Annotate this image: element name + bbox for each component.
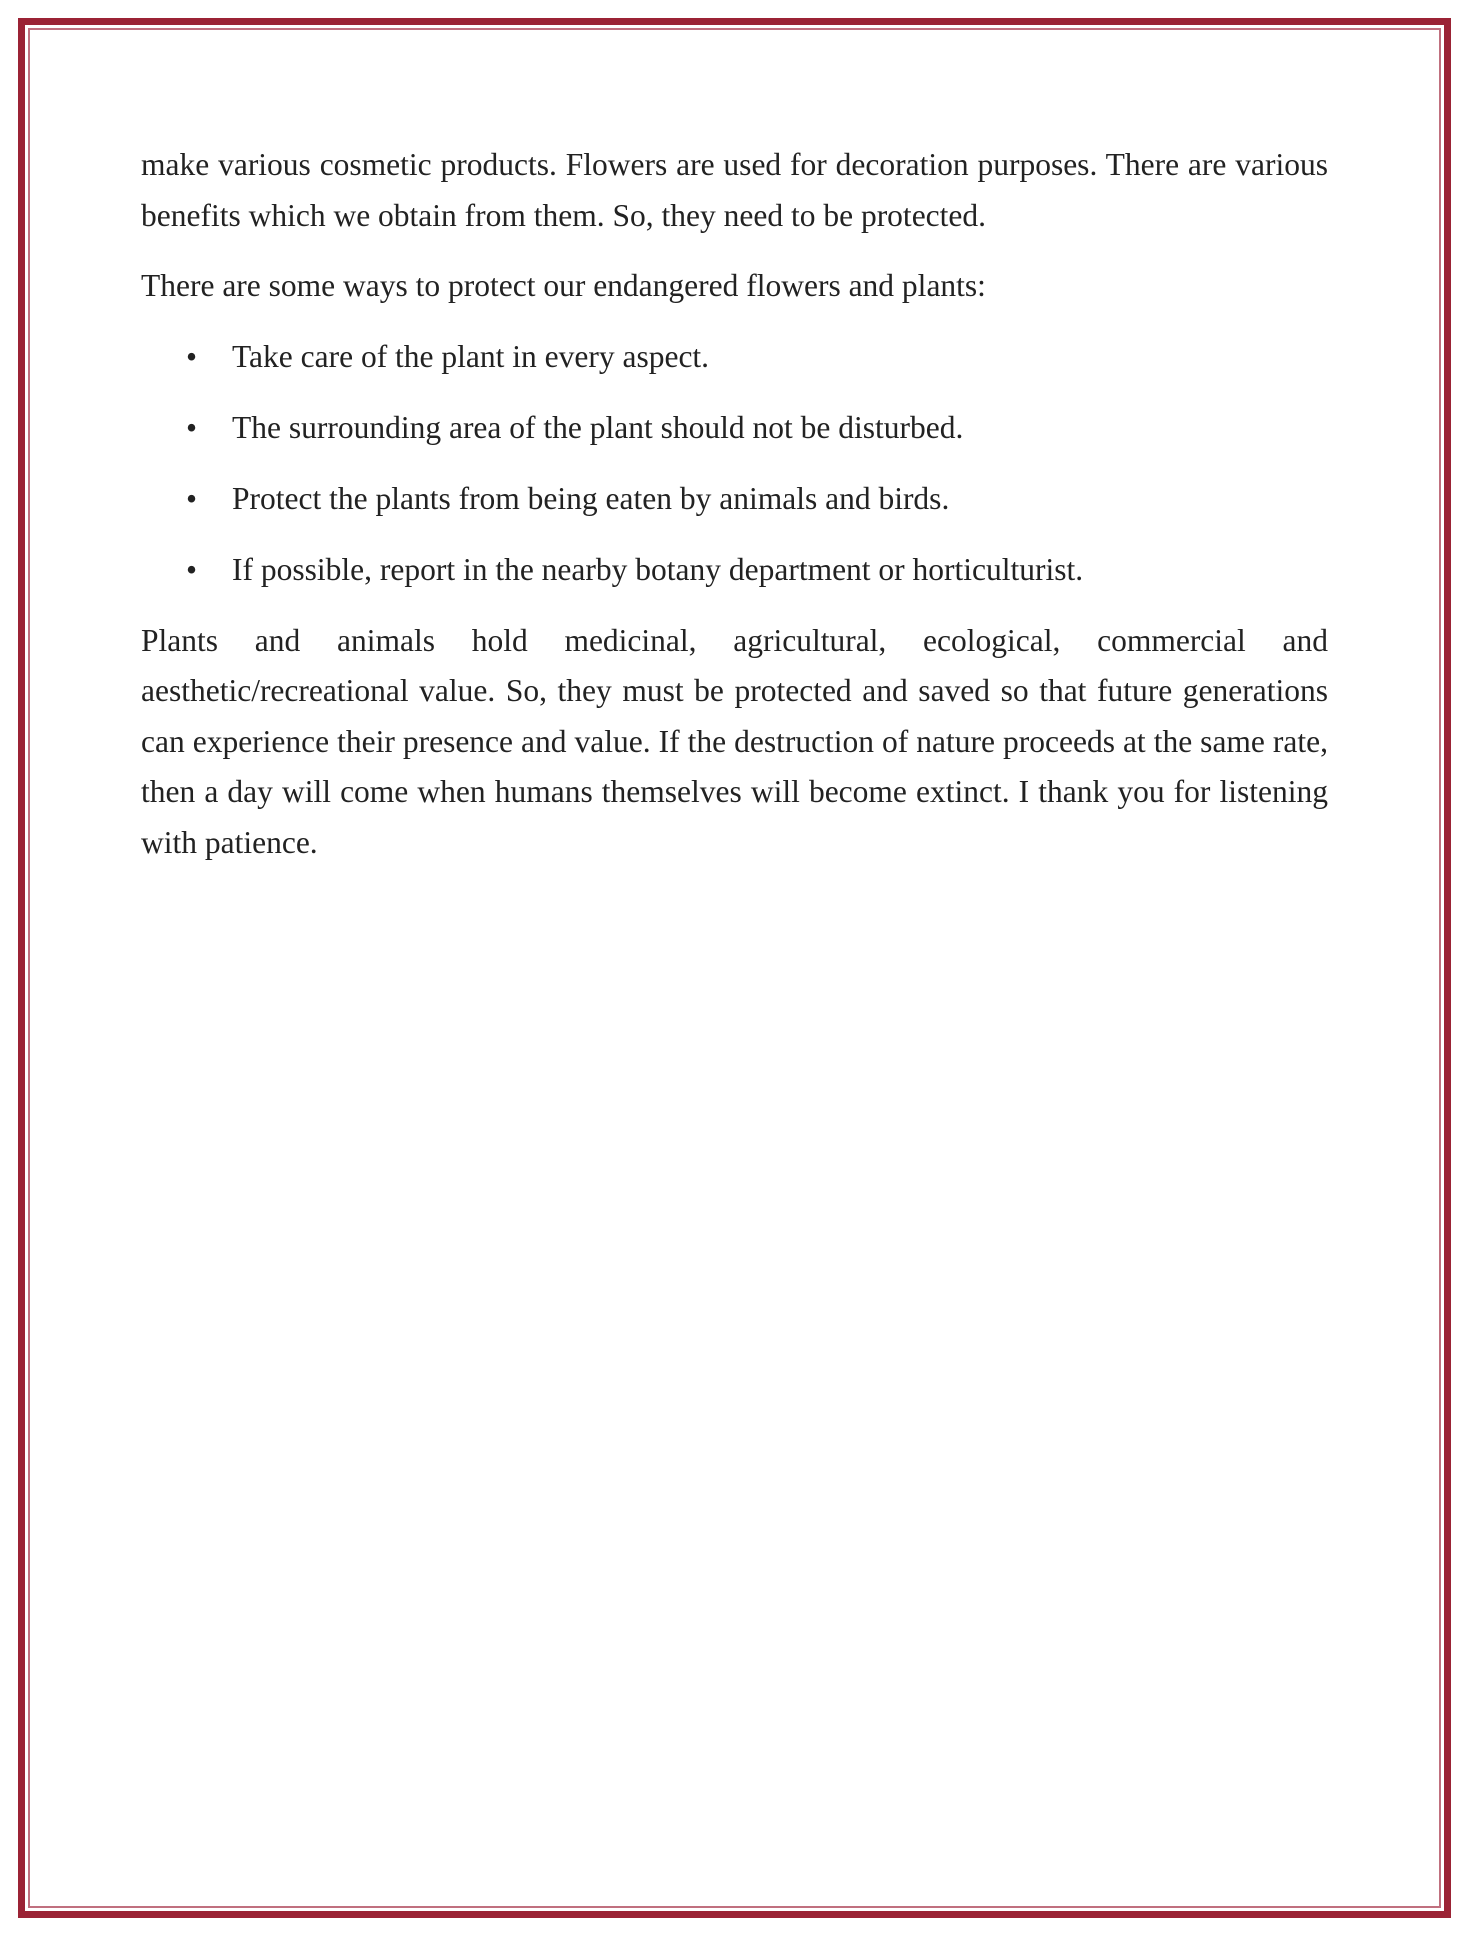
list-item [141,474,1328,525]
paragraph-intro: make various cosmetic products. Flowers are used for decoration purposes. There are various benefits which we obtain from them. So, they need to be protected. [141,147,1328,233]
list-item [141,545,1328,596]
protection-list [141,332,1328,596]
bullet-icon: • [186,551,198,587]
paragraph-closing: Plants and animals hold medicinal, agricultural, ecological, commercial and aesthetic/recreational value. So, they must be protected and saved so that future generations can experience their presence and value. If the destruction of nature proceeds at the same rate, then a day will come when humans themselves will become extinct. I thank you for listening with patience. [141,622,1328,860]
list-item [141,332,1328,383]
bullet-icon: • [186,409,198,445]
bullet-icon: • [186,480,198,516]
list-item [141,403,1328,454]
paragraph-lead: There are some ways to protect our endangered flowers and plants: [141,268,986,303]
bullet-icon: • [186,338,198,374]
list-item-text: The surrounding area of the plant should not be disturbed. [232,409,964,445]
list-item-text: If possible, report in the nearby botany department or horticulturist. [232,551,1084,587]
list-item-text: Protect the plants from being eaten by animals and birds. [232,480,950,516]
document-body [141,140,1328,888]
list-item-text: Take care of the plant in every aspect. [232,338,710,374]
